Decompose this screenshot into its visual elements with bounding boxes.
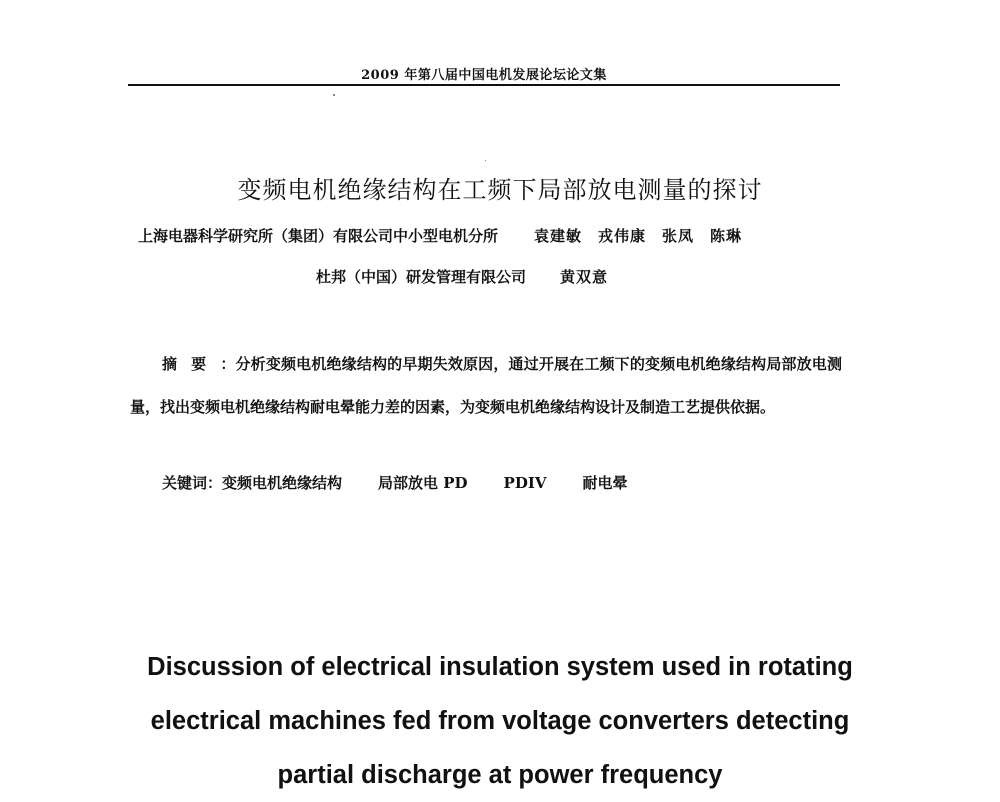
keywords: [162, 472, 628, 493]
abstract-label: 摘要: [162, 355, 221, 373]
author-line-1: [138, 225, 858, 246]
scan-speck: [485, 160, 486, 161]
header-rule: [128, 84, 840, 86]
author-names: 黄双意: [560, 268, 609, 286]
author-organization: 上海电器科学研究所（集团）有限公司中小型电机分所: [138, 227, 499, 245]
author-organization: 杜邦（中国）研发管理有限公司: [316, 268, 527, 286]
abstract-colon: ：: [220, 355, 236, 373]
keyword: 变频电机绝缘结构: [222, 474, 343, 492]
keyword: 耐电晕: [582, 474, 628, 492]
title-english: Discussion of electrical insulation system used in rotating electrical machines fed from voltage converters detecting partial discharge at power frequency: [147, 653, 853, 789]
author-names: 袁建敏 戎伟康 张凤 陈琳: [534, 227, 743, 245]
author-line-2: [316, 266, 608, 287]
running-header: 2009 年第八届中国电机发展论坛论文集: [361, 68, 607, 83]
keyword: 局部放电 PD: [378, 474, 468, 492]
keyword: PDIV: [503, 474, 547, 492]
title-chinese: 变频电机绝缘结构在工频下局部放电测量的探讨: [237, 176, 763, 204]
abstract-text: 分析变频电机绝缘结构的早期失效原因，通过开展在工频下的变频电机绝缘结构局部放电测量，找出变频电机绝缘结构耐电晕能力差的因素，为变频电机绝缘结构设计及制造工艺提供依据。: [130, 355, 842, 416]
scan-speck: [333, 94, 335, 96]
keywords-label: 关键词：: [162, 474, 223, 492]
abstract: [130, 343, 842, 429]
